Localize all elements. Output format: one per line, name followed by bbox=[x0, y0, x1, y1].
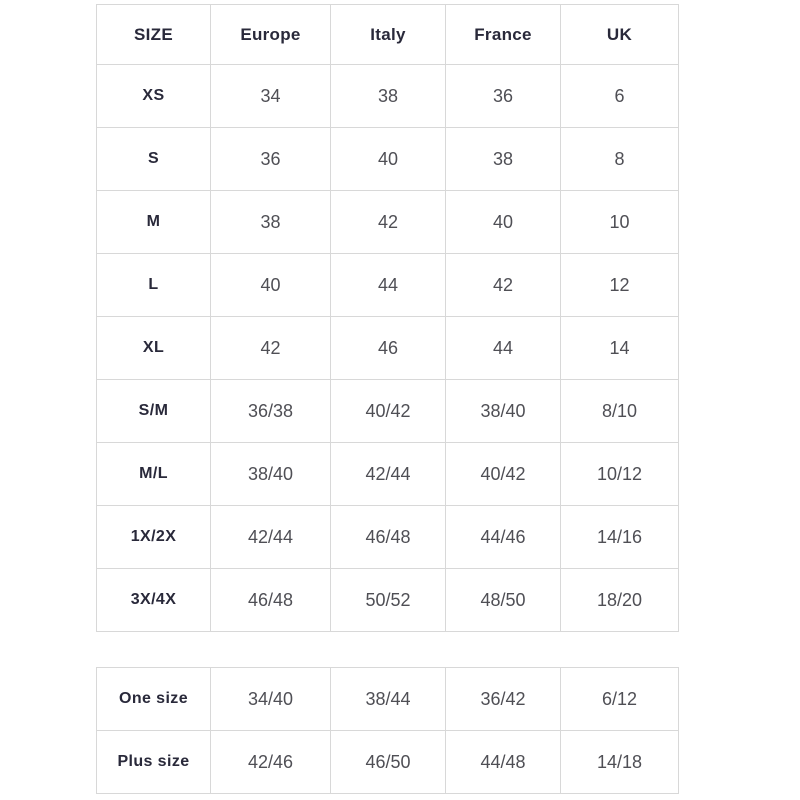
size-label: 1X/2X bbox=[97, 506, 211, 569]
italy-value: 42/44 bbox=[331, 443, 446, 506]
europe-value: 34 bbox=[211, 65, 331, 128]
size-label: Plus size bbox=[97, 731, 211, 794]
size-row-xl bbox=[97, 317, 679, 380]
table-header-row bbox=[97, 5, 679, 65]
italy-value: 50/52 bbox=[331, 569, 446, 632]
italy-value: 42 bbox=[331, 191, 446, 254]
header-cell-size: SIZE bbox=[97, 5, 211, 65]
italy-value: 44 bbox=[331, 254, 446, 317]
france-value: 42 bbox=[446, 254, 561, 317]
size-label: One size bbox=[97, 668, 211, 731]
italy-value: 38/44 bbox=[331, 668, 446, 731]
france-value: 38/40 bbox=[446, 380, 561, 443]
europe-value: 42/46 bbox=[211, 731, 331, 794]
size-row-s bbox=[97, 128, 679, 191]
header-cell-europe: Europe bbox=[211, 5, 331, 65]
size-label: XL bbox=[97, 317, 211, 380]
europe-value: 38 bbox=[211, 191, 331, 254]
special-sizes-table bbox=[96, 667, 679, 794]
europe-value: 36 bbox=[211, 128, 331, 191]
size-label: S bbox=[97, 128, 211, 191]
size-row-m bbox=[97, 191, 679, 254]
uk-value: 10 bbox=[561, 191, 679, 254]
size-label: XS bbox=[97, 65, 211, 128]
uk-value: 6 bbox=[561, 65, 679, 128]
europe-value: 42/44 bbox=[211, 506, 331, 569]
header-cell-italy: Italy bbox=[331, 5, 446, 65]
france-value: 48/50 bbox=[446, 569, 561, 632]
header-cell-france: France bbox=[446, 5, 561, 65]
uk-value: 14 bbox=[561, 317, 679, 380]
size-row-xs bbox=[97, 65, 679, 128]
header-cell-uk: UK bbox=[561, 5, 679, 65]
uk-value: 10/12 bbox=[561, 443, 679, 506]
italy-value: 46/48 bbox=[331, 506, 446, 569]
france-value: 44/46 bbox=[446, 506, 561, 569]
italy-value: 40/42 bbox=[331, 380, 446, 443]
size-row-3x4x bbox=[97, 569, 679, 632]
size-conversion-table bbox=[96, 4, 679, 632]
france-value: 40 bbox=[446, 191, 561, 254]
uk-value: 6/12 bbox=[561, 668, 679, 731]
size-label: M/L bbox=[97, 443, 211, 506]
size-row-l bbox=[97, 254, 679, 317]
italy-value: 46 bbox=[331, 317, 446, 380]
uk-value: 14/16 bbox=[561, 506, 679, 569]
france-value: 40/42 bbox=[446, 443, 561, 506]
france-value: 36/42 bbox=[446, 668, 561, 731]
uk-value: 8/10 bbox=[561, 380, 679, 443]
europe-value: 40 bbox=[211, 254, 331, 317]
europe-value: 34/40 bbox=[211, 668, 331, 731]
italy-value: 40 bbox=[331, 128, 446, 191]
size-label: L bbox=[97, 254, 211, 317]
size-label: 3X/4X bbox=[97, 569, 211, 632]
size-row-plus-size bbox=[97, 731, 679, 794]
size-label: S/M bbox=[97, 380, 211, 443]
europe-value: 38/40 bbox=[211, 443, 331, 506]
italy-value: 46/50 bbox=[331, 731, 446, 794]
europe-value: 36/38 bbox=[211, 380, 331, 443]
europe-value: 42 bbox=[211, 317, 331, 380]
size-row-one-size bbox=[97, 668, 679, 731]
size-label: M bbox=[97, 191, 211, 254]
france-value: 38 bbox=[446, 128, 561, 191]
europe-value: 46/48 bbox=[211, 569, 331, 632]
uk-value: 12 bbox=[561, 254, 679, 317]
size-row-sm bbox=[97, 380, 679, 443]
france-value: 44/48 bbox=[446, 731, 561, 794]
uk-value: 18/20 bbox=[561, 569, 679, 632]
size-row-ml bbox=[97, 443, 679, 506]
france-value: 36 bbox=[446, 65, 561, 128]
uk-value: 8 bbox=[561, 128, 679, 191]
france-value: 44 bbox=[446, 317, 561, 380]
uk-value: 14/18 bbox=[561, 731, 679, 794]
italy-value: 38 bbox=[331, 65, 446, 128]
size-row-1x2x bbox=[97, 506, 679, 569]
